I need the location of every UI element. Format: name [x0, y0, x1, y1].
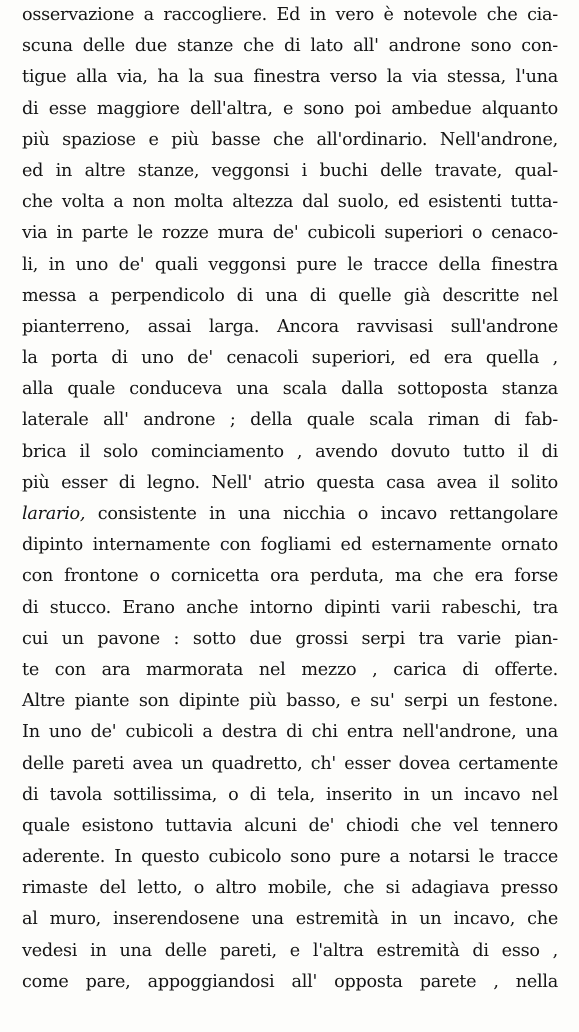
- text-line: li, in uno de' quali veggonsi pure le tracce della finestra: [22, 254, 558, 275]
- text-line: via in parte le rozze mura de' cubicoli superiori o cenaco-: [22, 223, 558, 244]
- text-line: laterale all' androne ; della quale scala riman di fab-: [22, 410, 558, 431]
- text-line: con frontone o cornicetta ora perduta, ma che era forse: [22, 566, 558, 587]
- text-line: pianterreno, assai larga. Ancora ravvisasi sull'androne: [22, 316, 558, 337]
- text-line: scuna delle due stanze che di lato all' androne sono con-: [22, 36, 558, 57]
- text-line: di tavola sottilissima, o di tela, inserito in un incavo nel: [22, 784, 558, 805]
- text-line: Altre piante son dipinte più basso, e su' serpi un festone.: [22, 691, 558, 712]
- text-line: te con ara marmorata nel mezzo , carica di offerte.: [22, 659, 558, 680]
- text-line: cui un pavone : sotto due grossi serpi tra varie pian-: [22, 628, 558, 649]
- text-line: ed in altre stanze, veggonsi i buchi delle travate, qual-: [22, 160, 558, 181]
- text-line: come pare, appoggiandosi all' opposta parete , nella: [22, 971, 558, 992]
- text-line: delle pareti avea un quadretto, ch' esser dovea certamente: [22, 753, 558, 774]
- text-line: messa a perpendicolo di una di quelle già descritte nel: [22, 285, 558, 306]
- text-line: aderente. In questo cubicolo sono pure a notarsi le tracce: [22, 847, 558, 868]
- text-line: al muro, inserendosene una estremità in un incavo, che: [22, 909, 558, 930]
- text-line: dipinto internamente con fogliami ed esternamente ornato: [22, 535, 558, 556]
- text-line-with-italic: [22, 499, 558, 530]
- text-line: rimaste del letto, o altro mobile, che si adagiava presso: [22, 878, 558, 899]
- text-line: alla quale conduceva una scala dalla sottoposta stanza: [22, 379, 558, 400]
- text-line: la porta di uno de' cenacoli superiori, ed era quella ,: [22, 348, 558, 369]
- text-line: che volta a non molta altezza dal suolo, ed esistenti tutta-: [22, 192, 558, 213]
- text-line-remainder: consistente in una nicchia o incavo rettangolare: [85, 504, 558, 524]
- text-line: vedesi in una delle pareti, e l'altra estremità di esso ,: [22, 940, 558, 961]
- text-line: più esser di legno. Nell' atrio questa casa avea il solito: [22, 472, 558, 493]
- text-line: osservazione a raccogliere. Ed in vero è notevole che cia-: [22, 5, 558, 25]
- text-line: In uno de' cubicoli a destra di chi entra nell'androne, una: [22, 722, 558, 743]
- text-line: quale esistono tuttavia alcuni de' chiodi che vel tennero: [22, 815, 558, 836]
- text-line: di esse maggiore dell'altra, e sono poi ambedue alquanto: [22, 98, 558, 119]
- text-line: di stucco. Erano anche intorno dipinti varii rabeschi, tra: [22, 597, 558, 618]
- text-line: brica il solo cominciamento , avendo dovuto tutto il di: [22, 441, 558, 462]
- body-text: [22, 0, 558, 998]
- text-line: tigue alla via, ha la sua finestra verso la via stessa, l'una: [22, 67, 558, 88]
- italic-term: larario,: [22, 504, 86, 524]
- text-line: più spaziose e più basse che all'ordinario. Nell'androne,: [22, 129, 558, 150]
